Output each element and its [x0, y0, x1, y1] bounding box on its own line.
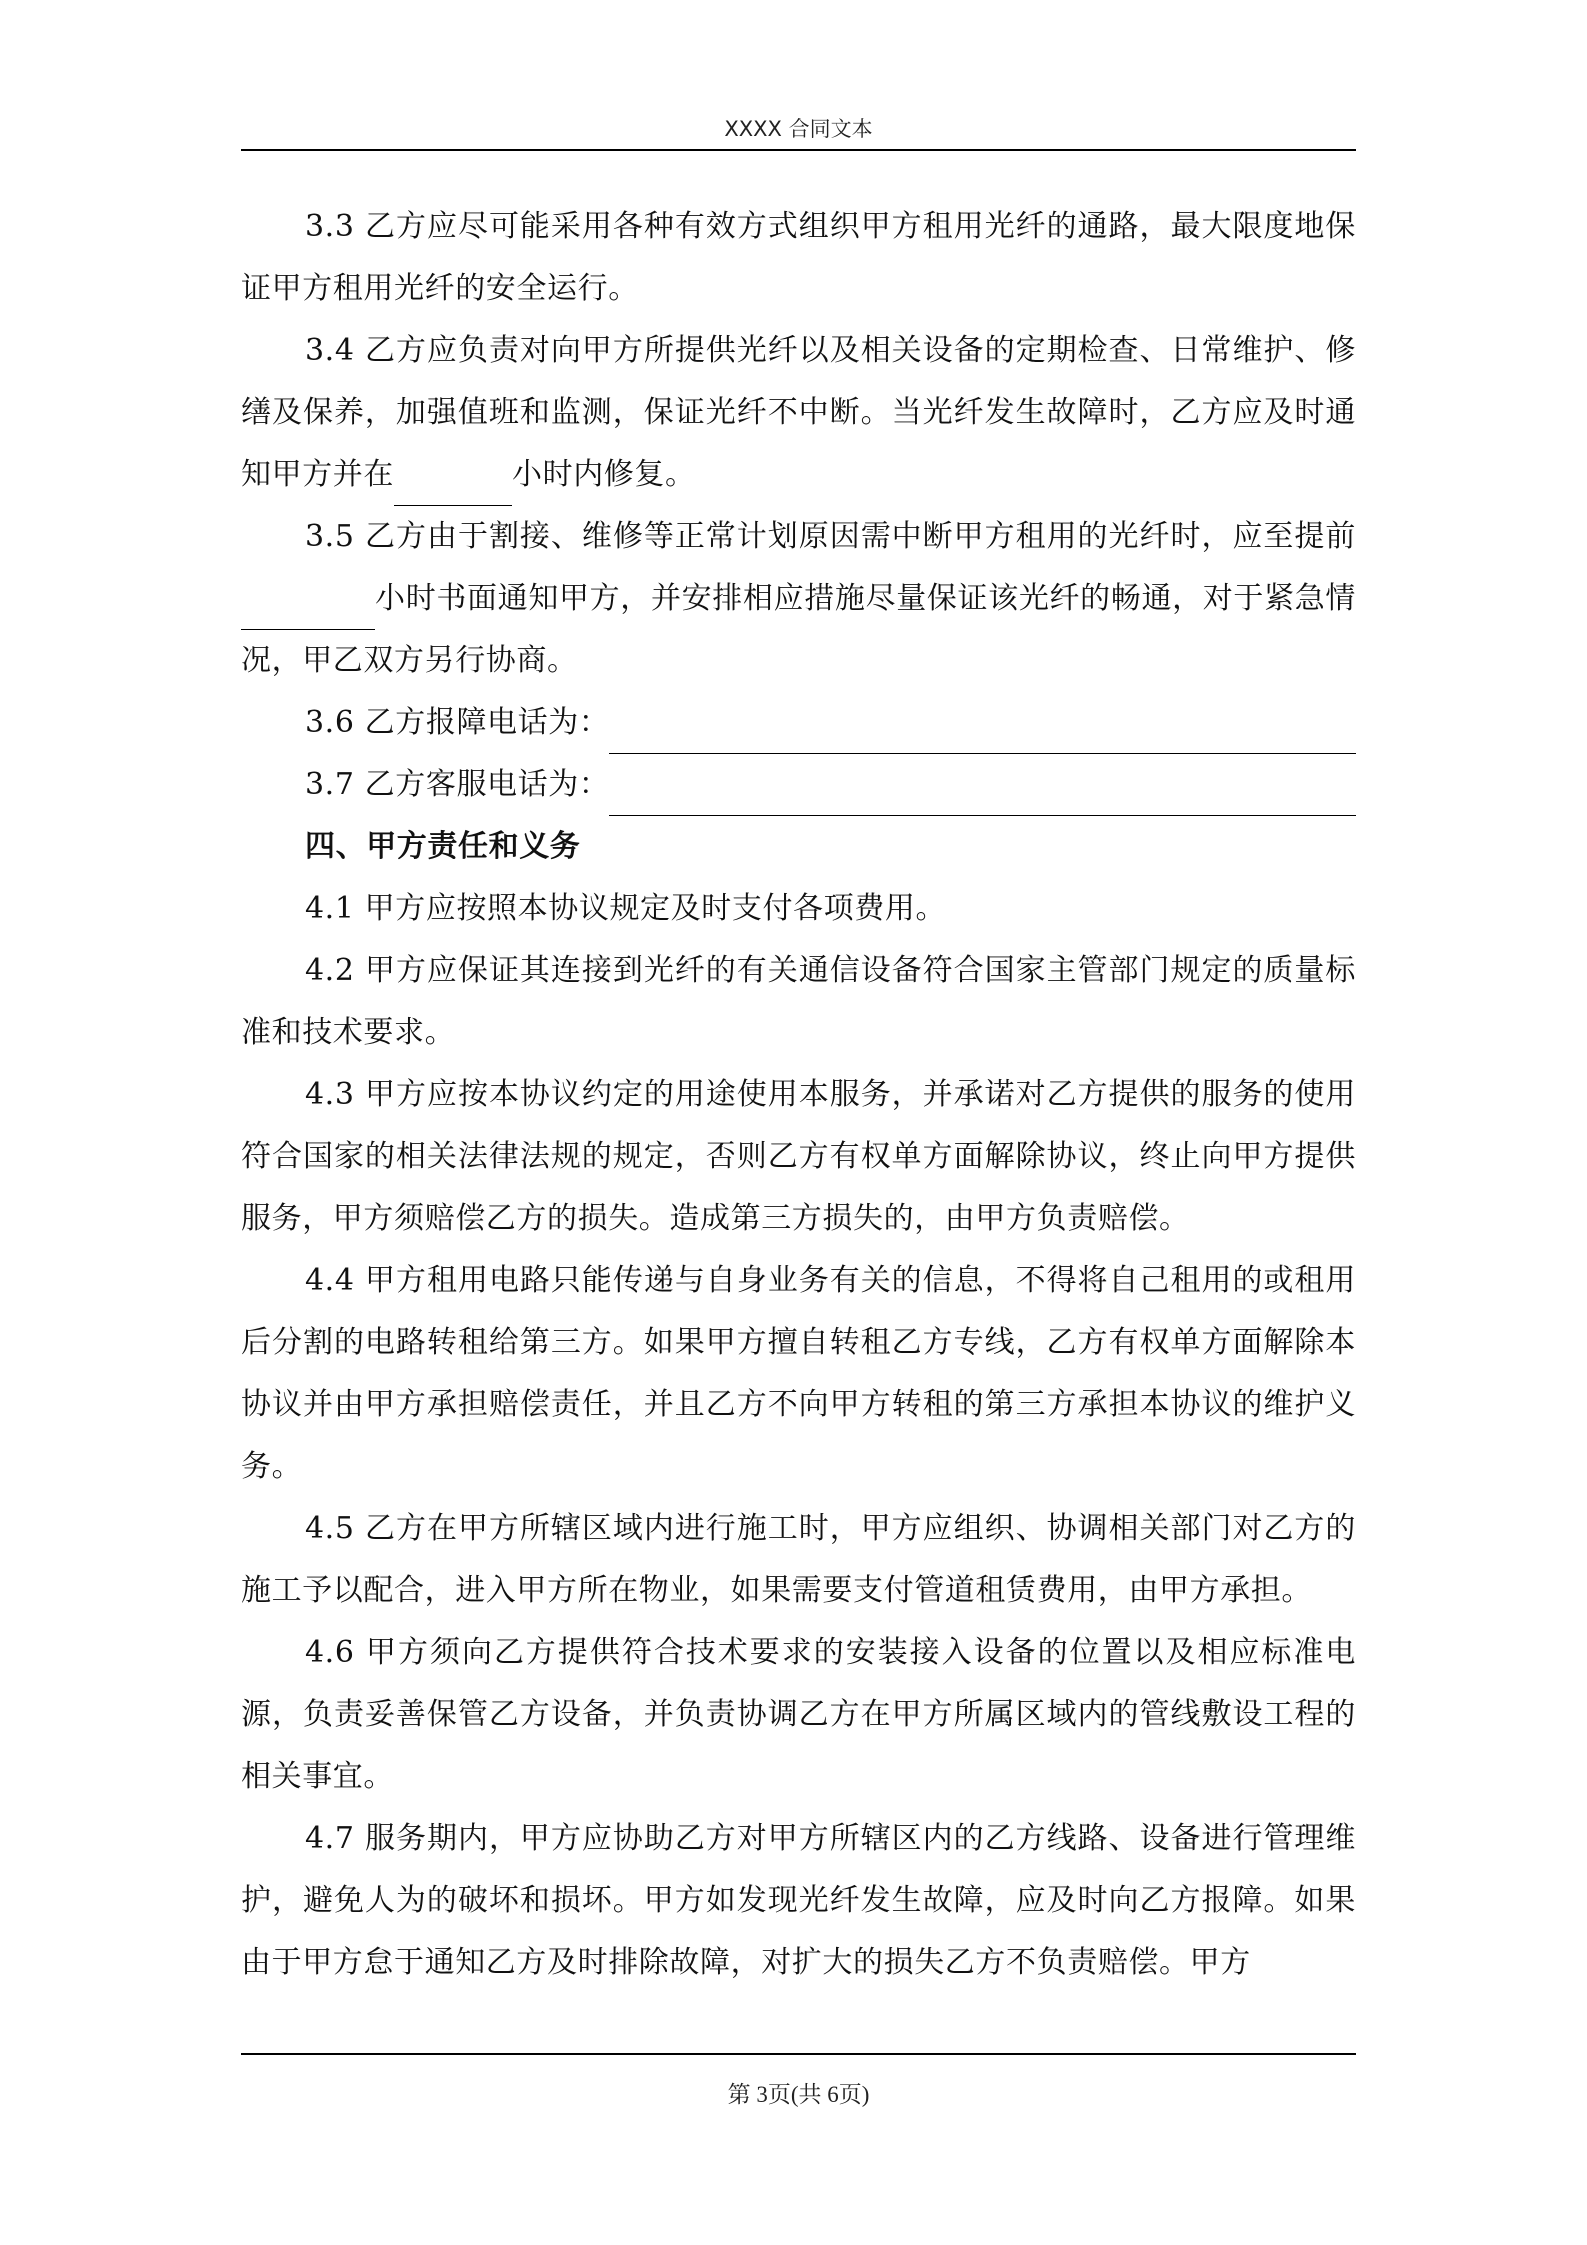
- clause-3-3: 3.3 乙方应尽可能采用各种有效方式组织甲方租用光纤的通路，最大限度地保证甲方租用光纤的安全运行。: [241, 209, 1356, 306]
- repair-hours-blank: [394, 465, 512, 506]
- clause-4-2: 4.2 甲方应保证其连接到光纤的有关通信设备符合国家主管部门规定的质量标准和技术要求。: [241, 953, 1356, 1050]
- fault-phone-label: 3.6 乙方报障电话为：: [305, 705, 610, 740]
- document-body: [241, 196, 1356, 1994]
- clause-4-5: 4.5 乙方在甲方所辖区域内进行施工时，甲方应组织、协调相关部门对乙方的施工予以配合，进入甲方所在物业，如果需要支付管道租赁费用，由甲方承担。: [241, 1511, 1356, 1608]
- clause-3-7: [241, 754, 1356, 816]
- clause-3-5: [241, 506, 1356, 692]
- header-rule: [241, 149, 1356, 151]
- fault-phone-blank: [609, 713, 1356, 754]
- header-title: XXXX 合同文本: [724, 117, 873, 141]
- footer-rule: [241, 2053, 1356, 2055]
- clause-3-4: [241, 320, 1356, 506]
- service-phone-label: 3.7 乙方客服电话为：: [305, 767, 610, 802]
- clause-3-4-text-end: 小时内修复。: [512, 457, 696, 492]
- section-4-heading: 四、甲方责任和义务: [305, 829, 581, 864]
- page-number: 第 3页(共 6页): [727, 2082, 870, 2107]
- clause-4-6: 4.6 甲方须向乙方提供符合技术要求的安装接入设备的位置以及相应标准电源，负责妥善保管乙方设备，并负责协调乙方在甲方所属区域内的管线敷设工程的相关事宜。: [241, 1635, 1356, 1794]
- notice-hours-blank: [241, 589, 375, 630]
- clause-3-4-text: 3.4 乙方应负责对向甲方所提供光纤以及相关设备的定期检查、日常维护、修缮及保养，加强值班和监测，保证光纤不中断。当光纤发生故障时，乙方应及时通知甲方并在: [241, 333, 1356, 492]
- service-phone-blank: [609, 775, 1356, 816]
- clause-3-5-text-end: 小时书面通知甲方，并安排相应措施尽量保证该光纤的畅通，对于紧急情况，甲乙双方另行协商。: [241, 581, 1356, 678]
- clause-4-1: 4.1 甲方应按照本协议规定及时支付各项费用。: [305, 891, 947, 926]
- clause-3-6: [241, 692, 1356, 754]
- clause-4-4: 4.4 甲方租用电路只能传递与自身业务有关的信息，不得将自己租用的或租用后分割的电路转租给第三方。如果甲方擅自转租乙方专线，乙方有权单方面解除本协议并由甲方承担赔偿责任，并且乙方不向甲方转租的第三方承担本协议的维护义务。: [241, 1263, 1356, 1484]
- clause-4-7: 4.7 服务期内，甲方应协助乙方对甲方所辖区内的乙方线路、设备进行管理维护，避免人为的破坏和损坏。甲方如发现光纤发生故障，应及时向乙方报障。如果由于甲方怠于通知乙方及时排除故障，对扩大的损失乙方不负责赔偿。甲方: [241, 1821, 1356, 1980]
- clause-4-3: 4.3 甲方应按本协议约定的用途使用本服务，并承诺对乙方提供的服务的使用符合国家的相关法律法规的规定，否则乙方有权单方面解除协议，终止向甲方提供服务，甲方须赔偿乙方的损失。造成第三方损失的，由甲方负责赔偿。: [241, 1077, 1356, 1236]
- clause-3-5-text: 3.5 乙方由于割接、维修等正常计划原因需中断甲方租用的光纤时，应至提前: [305, 519, 1356, 554]
